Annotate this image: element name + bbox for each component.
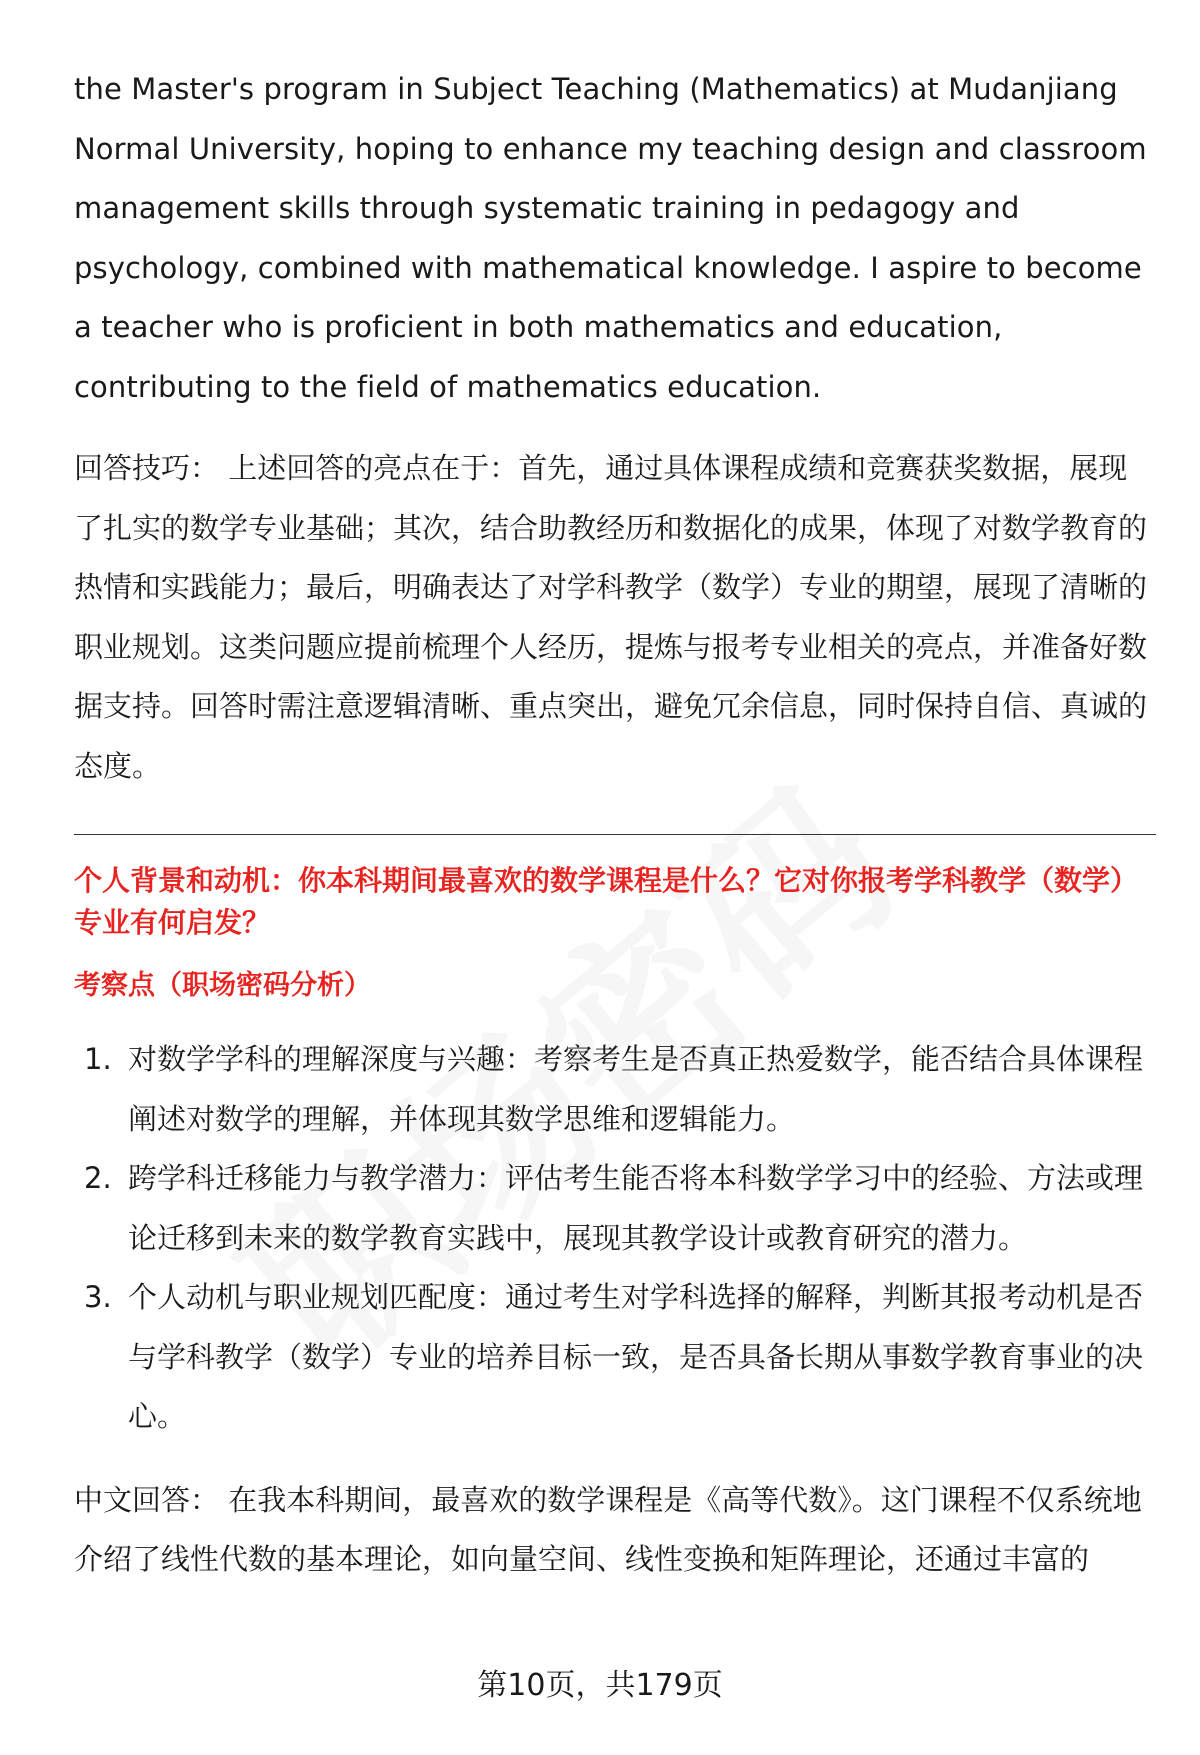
tips-paragraph xyxy=(74,439,1154,796)
list-item-text: 对数学学科的理解深度与兴趣：考察考生是否真正热爱数学，能否结合具体课程阐述对数学的理解，并体现其数学思维和逻辑能力。 xyxy=(128,1042,1144,1136)
list-item xyxy=(74,1268,1154,1447)
tips-label: 回答技巧： xyxy=(74,451,220,485)
list-item-number: 1. xyxy=(84,1042,112,1076)
tips-text: 上述回答的亮点在于：首先，通过具体课程成绩和竞赛获奖数据，展现了扎实的数学专业基础；其次，结合助教经历和数据化的成果，体现了对数学教育的热情和实践能力；最后，明确表达了对学科教学（数学）专业的期望，展现了清晰的职业规划。这类问题应提前梳理个人经历，提炼与报考专业相关的亮点，并准备好数据支持。回答时需注意逻辑清晰、重点突出，避免冗余信息，同时保持自信、真诚的态度。 xyxy=(74,451,1148,783)
page-number-footer: 第10页，共179页 xyxy=(477,1668,723,1703)
section-divider xyxy=(74,834,1156,835)
answer-text: 在我本科期间，最喜欢的数学课程是《高等代数》。这门课程不仅系统地介绍了线性代数的基本理论，如向量空间、线性变换和矩阵理论，还通过丰富的 xyxy=(74,1482,1142,1576)
analysis-title: 考察点（职场密码分析） xyxy=(74,970,371,1001)
list-item-number: 3. xyxy=(84,1280,112,1314)
chinese-answer-paragraph xyxy=(74,1471,1154,1590)
answer-label: 中文回答： xyxy=(74,1482,220,1517)
list-item-text: 个人动机与职业规划匹配度：通过考生对学科选择的解释，判断其报考动机是否与学科教学（数学）专业的培养目标一致，是否具备长期从事数学教育事业的决心。 xyxy=(128,1280,1144,1433)
list-item xyxy=(74,1030,1154,1149)
list-item xyxy=(74,1149,1154,1268)
english-answer-paragraph: the Master's program in Subject Teaching (Mathematics) at Mudanjiang Normal University, hoping to enhance my teaching design and classroom management skills through systematic training in pedagogy and psychology, combined with mathematical knowledge. I aspire to become a teacher who is proficient in both mathematics and education, contributing to the field of mathematics education. xyxy=(74,72,1147,404)
analysis-points-list xyxy=(74,1030,1154,1447)
list-item-number: 2. xyxy=(84,1161,112,1195)
question-heading: 个人背景和动机：你本科期间最喜欢的数学课程是什么？它对你报考学科教学（数学）专业有何启发？ xyxy=(74,864,1139,939)
list-item-text: 跨学科迁移能力与教学潜力：评估考生能否将本科数学学习中的经验、方法或理论迁移到未来的数学教育实践中，展现其教学设计或教育研究的潜力。 xyxy=(128,1161,1144,1255)
document-page xyxy=(74,60,1154,1590)
